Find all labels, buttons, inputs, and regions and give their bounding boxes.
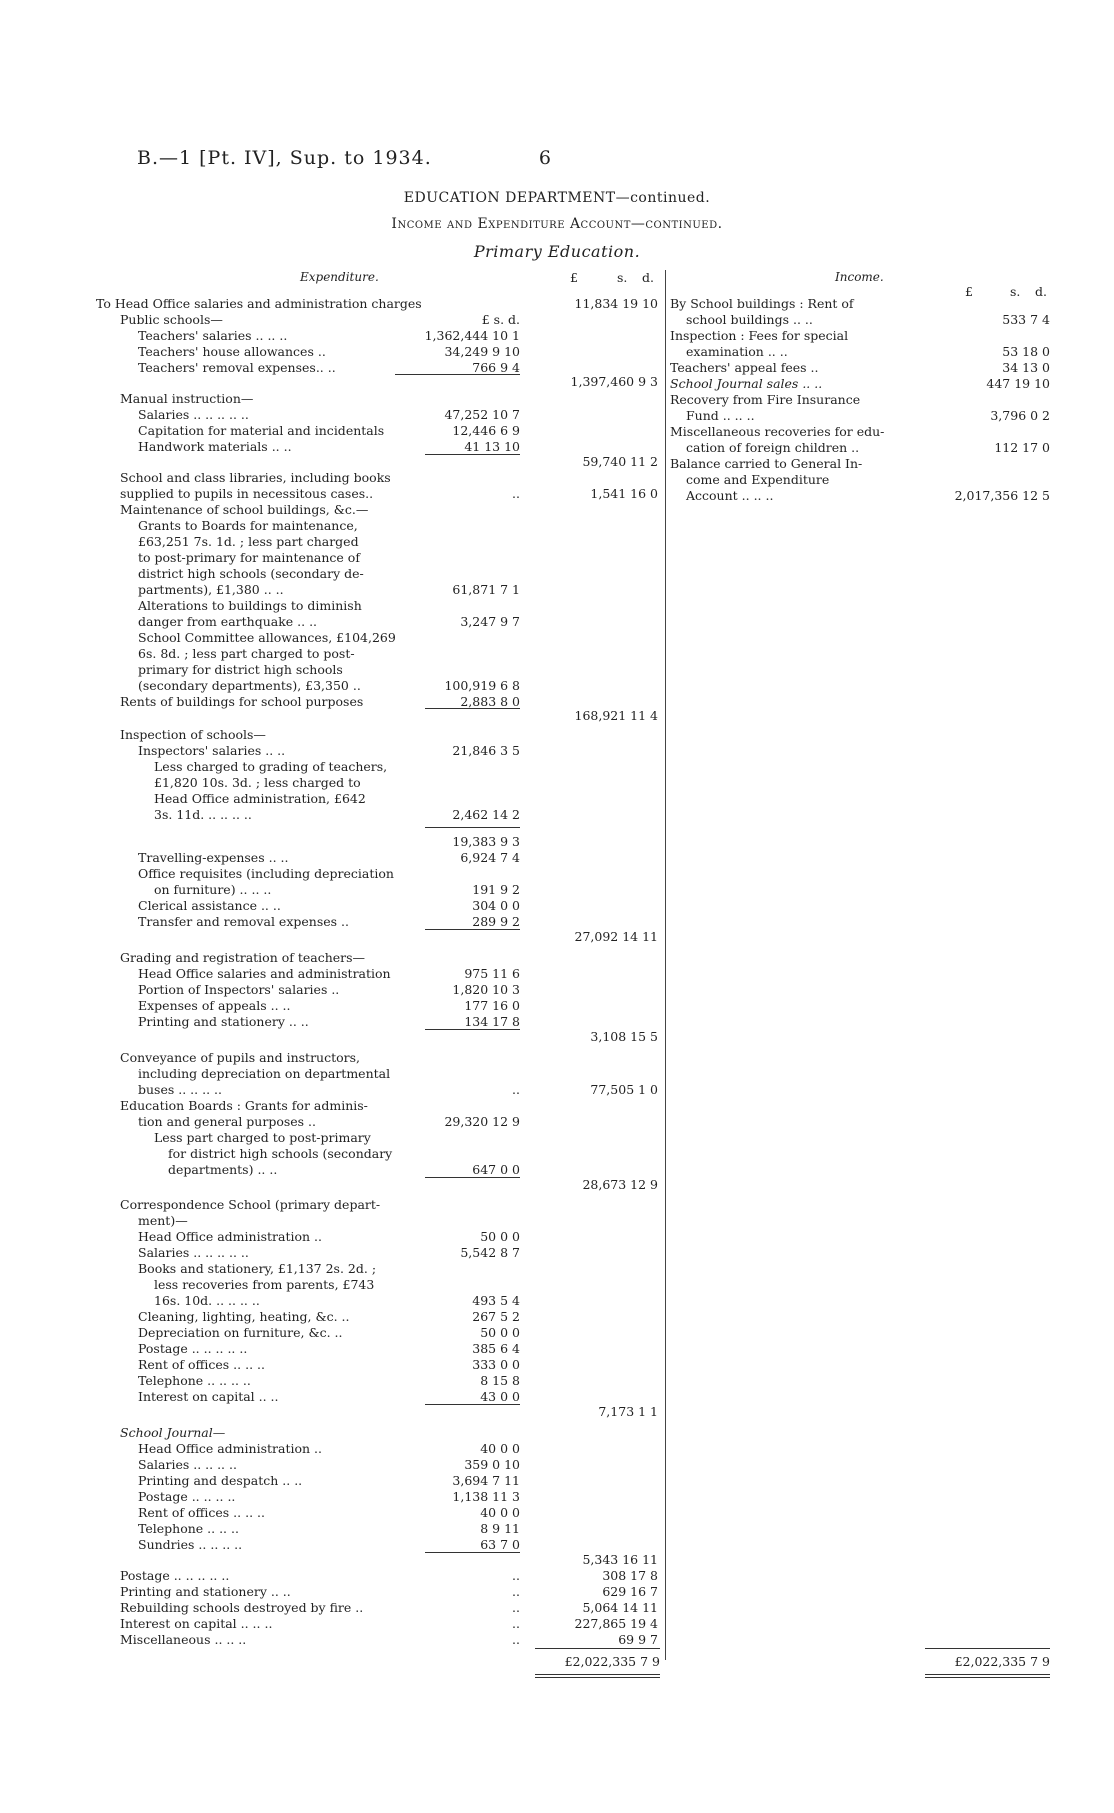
expenditure-item-label: Printing and stationery .. .. xyxy=(120,1584,291,1599)
subtotal-rule xyxy=(425,929,520,930)
expenditure-item-amount: 6,924 7 4 xyxy=(460,850,520,865)
expenditure-item-amount: .. xyxy=(512,1600,520,1615)
total-rule-bottom xyxy=(925,1677,1050,1678)
income-col-shillings: s. xyxy=(1010,284,1021,299)
expenditure-item-label: Teachers' salaries .. .. .. xyxy=(138,328,288,343)
expenditure-item-amount: 177 16 0 xyxy=(464,998,520,1013)
expenditure-item-amount: 191 9 2 xyxy=(472,882,520,897)
expenditure-item-label: Teachers' house allowances .. xyxy=(138,344,326,359)
subtotal-rule xyxy=(425,454,520,455)
subtotal-rule xyxy=(425,1029,520,1030)
income-item-amount: 2,017,356 12 5 xyxy=(954,488,1050,503)
expenditure-item-amount: .. xyxy=(512,1584,520,1599)
expenditure-item-amount: 12,446 6 9 xyxy=(452,423,520,438)
expenditure-item-label: School Committee allowances, £104,269 xyxy=(138,630,396,645)
expenditure-item-label: Depreciation on furniture, &c. .. xyxy=(138,1325,343,1340)
expenditure-item-amount: 40 0 0 xyxy=(480,1441,520,1456)
expenditure-item-label: Telephone .. .. .. .. xyxy=(138,1373,251,1388)
expenditure-item-label: Teachers' removal expenses.. .. xyxy=(138,360,336,375)
expenditure-item-amount: 61,871 7 1 xyxy=(452,582,520,597)
expenditure-item-amount: 40 0 0 xyxy=(480,1505,520,1520)
expenditure-item-label: Conveyance of pupils and instructors, xyxy=(120,1050,361,1065)
expenditure-subtotal-amount: 69 9 7 xyxy=(618,1632,658,1647)
expenditure-item-label: Manual instruction— xyxy=(120,391,254,406)
expenditure-item-label: Telephone .. .. .. xyxy=(138,1521,239,1536)
expenditure-subtotal-amount: 1,541 16 0 xyxy=(590,486,658,501)
income-item-label: Teachers' appeal fees .. xyxy=(670,360,819,375)
page-header xyxy=(137,147,552,169)
total-rule-bottom xyxy=(535,1677,660,1678)
expenditure-item-label: Postage .. .. .. .. .. xyxy=(138,1341,248,1356)
expenditure-item-label: 3s. 11d. .. .. .. .. xyxy=(154,807,252,822)
expenditure-subtotal-amount: 59,740 11 2 xyxy=(582,454,658,469)
income-item-label: Miscellaneous recoveries for edu- xyxy=(670,424,885,439)
expenditure-item-amount: 333 0 0 xyxy=(472,1357,520,1372)
expenditure-item-label: Salaries .. .. .. .. .. xyxy=(138,1245,249,1260)
expenditure-subtotal-amount: 227,865 19 4 xyxy=(574,1616,658,1631)
expenditure-item-label: including depreciation on departmental xyxy=(138,1066,391,1081)
income-item-label: Fund .. .. .. xyxy=(686,408,755,423)
expenditure-item-label: Education Boards : Grants for adminis- xyxy=(120,1098,368,1113)
expenditure-item-label: Interest on capital .. .. xyxy=(138,1389,279,1404)
expenditure-item-label: partments), £1,380 .. .. xyxy=(138,582,284,597)
income-item-label: Account .. .. .. xyxy=(686,488,774,503)
expenditure-item-amount: .. xyxy=(512,486,520,501)
expenditure-item-amount: 385 6 4 xyxy=(472,1341,520,1356)
expenditure-item-amount: 100,919 6 8 xyxy=(444,678,520,693)
expenditure-item-amount: 5,542 8 7 xyxy=(460,1245,520,1260)
expenditure-item-label: departments) .. .. xyxy=(168,1162,278,1177)
expenditure-subtotal-amount: 11,834 19 10 xyxy=(574,296,658,311)
page-number: 6 xyxy=(538,147,552,169)
expenditure-item-label: Alterations to buildings to diminish xyxy=(138,598,362,613)
expenditure-item-label: Rebuilding schools destroyed by fire .. xyxy=(120,1600,364,1615)
income-col-pence: d. xyxy=(1035,284,1047,299)
expenditure-item-amount: 3,694 7 11 xyxy=(452,1473,520,1488)
expenditure-item-amount: 359 0 10 xyxy=(464,1457,520,1472)
expenditure-item-label: Head Office administration, £642 xyxy=(154,791,366,806)
expenditure-item-label: School and class libraries, including books xyxy=(120,470,391,485)
expenditure-subtotal-amount: 168,921 11 4 xyxy=(574,708,658,723)
expenditure-item-label: Head Office administration .. xyxy=(138,1441,322,1456)
expenditure-item-label: School Journal— xyxy=(120,1425,226,1440)
expenditure-item-amount: .. xyxy=(512,1082,520,1097)
income-item-amount: 112 17 0 xyxy=(994,440,1050,455)
expenditure-item-label: (secondary departments), £3,350 .. xyxy=(138,678,361,693)
expenditure-item-label: Cleaning, lighting, heating, &c. .. xyxy=(138,1309,350,1324)
expenditure-subtotal-amount: 27,092 14 11 xyxy=(574,929,658,944)
income-item-label: cation of foreign children .. xyxy=(686,440,860,455)
expenditure-subtotal-amount: 629 16 7 xyxy=(602,1584,658,1599)
expenditure-item-label: Postage .. .. .. .. .. xyxy=(120,1568,230,1583)
expenditure-subtotal-amount: 1,397,460 9 3 xyxy=(570,374,658,389)
income-item-amount: 533 7 4 xyxy=(1002,312,1050,327)
income-item-amount: 447 19 10 xyxy=(986,376,1050,391)
expenditure-item-label: Office requisites (including depreciation xyxy=(138,866,394,881)
expenditure-item-label: to post-primary for maintenance of xyxy=(138,550,360,565)
expenditure-item-amount: 34,249 9 10 xyxy=(444,344,520,359)
expenditure-item-amount: 63 7 0 xyxy=(480,1537,520,1552)
expenditure-item-amount: 975 11 6 xyxy=(464,966,520,981)
expenditure-item-label: Rent of offices .. .. .. xyxy=(138,1505,265,1520)
expenditure-item-label: Printing and stationery .. .. xyxy=(138,1014,309,1029)
expenditure-item-label: Grants to Boards for maintenance, xyxy=(138,518,358,533)
expenditure-item-amount: 134 17 8 xyxy=(464,1014,520,1029)
expenditure-item-label: tion and general purposes .. xyxy=(138,1114,316,1129)
expenditure-item-label: Salaries .. .. .. .. xyxy=(138,1457,237,1472)
total-rule-top xyxy=(535,1648,660,1649)
expenditure-item-label: Head Office administration .. xyxy=(138,1229,322,1244)
expenditure-item-amount: .. xyxy=(512,1616,520,1631)
expenditure-item-label: Inspectors' salaries .. .. xyxy=(138,743,286,758)
report-reference: B.—1 [Pt. IV], Sup. to 1934. xyxy=(137,147,432,169)
expenditure-total: £2,022,335 7 9 xyxy=(564,1654,660,1669)
expenditure-item-label: Expenses of appeals .. .. xyxy=(138,998,291,1013)
expenditure-item-amount: 304 0 0 xyxy=(472,898,520,913)
income-total: £2,022,335 7 9 xyxy=(954,1654,1050,1669)
income-item-label: examination .. .. xyxy=(686,344,788,359)
expenditure-item-amount: 8 15 8 xyxy=(480,1373,520,1388)
expenditure-col-pounds: £ xyxy=(570,270,578,285)
expenditure-subtotal-amount: 308 17 8 xyxy=(602,1568,658,1583)
expenditure-subtotal-amount: 3,108 15 5 xyxy=(590,1029,658,1044)
expenditure-item-amount: 1,362,444 10 1 xyxy=(424,328,520,343)
income-item-label: school buildings .. .. xyxy=(686,312,813,327)
expenditure-item-amount: 21,846 3 5 xyxy=(452,743,520,758)
expenditure-item-label: Inspection of schools— xyxy=(120,727,266,742)
expenditure-item-label: Public schools— xyxy=(120,312,223,327)
expenditure-item-label: supplied to pupils in necessitous cases.. xyxy=(120,486,374,501)
expenditure-item-amount: 2,883 8 0 xyxy=(460,694,520,709)
income-heading: Income. xyxy=(835,270,884,284)
expenditure-item-label: Rents of buildings for school purposes xyxy=(120,694,364,709)
section-title: Primary Education. xyxy=(473,242,641,261)
subtotal-rule xyxy=(425,827,520,828)
expenditure-item-label: Interest on capital .. .. .. xyxy=(120,1616,273,1631)
expenditure-item-amount: 493 5 4 xyxy=(472,1293,520,1308)
expenditure-item-amount: .. xyxy=(512,1568,520,1583)
expenditure-item-label: Sundries .. .. .. .. xyxy=(138,1537,243,1552)
column-separator xyxy=(665,270,666,1660)
expenditure-item-label: Books and stationery, £1,137 2s. 2d. ; xyxy=(138,1261,377,1276)
expenditure-item-label: district high schools (secondary de- xyxy=(138,566,364,581)
expenditure-item-amount: 2,462 14 2 xyxy=(452,807,520,822)
expenditure-item-label: 6s. 8d. ; less part charged to post- xyxy=(138,646,355,661)
income-item-label: Recovery from Fire Insurance xyxy=(670,392,861,407)
subtotal-rule xyxy=(395,374,520,375)
expenditure-item-label: ment)— xyxy=(138,1213,188,1228)
total-rule-top xyxy=(925,1648,1050,1649)
expenditure-item-label: Clerical assistance .. .. xyxy=(138,898,281,913)
expenditure-subtotal-amount: 7,173 1 1 xyxy=(598,1404,658,1419)
income-item-label: come and Expenditure xyxy=(686,472,830,487)
expenditure-item-label: Handwork materials .. .. xyxy=(138,439,292,454)
expenditure-item-label: Capitation for material and incidentals xyxy=(138,423,385,438)
subtotal-rule xyxy=(425,1177,520,1178)
total-rule-bottom xyxy=(925,1674,1050,1675)
expenditure-item-amount: 1,138 11 3 xyxy=(452,1489,520,1504)
expenditure-subtotal-amount: 5,064 14 11 xyxy=(582,1600,658,1615)
expenditure-item-amount: 267 5 2 xyxy=(472,1309,520,1324)
expenditure-item-label: Less charged to grading of teachers, xyxy=(154,759,388,774)
expenditure-item-label: Transfer and removal expenses .. xyxy=(138,914,349,929)
subtotal-rule xyxy=(425,708,520,709)
expenditure-item-amount: £ s. d. xyxy=(481,312,520,327)
expenditure-item-label: 16s. 10d. .. .. .. .. xyxy=(154,1293,260,1308)
subtotal-rule xyxy=(425,1404,520,1405)
expenditure-item-label: less recoveries from parents, £743 xyxy=(154,1277,375,1292)
expenditure-item-amount: 43 0 0 xyxy=(480,1389,520,1404)
expenditure-item-label: danger from earthquake .. .. xyxy=(138,614,318,629)
expenditure-col-shillings: s. xyxy=(617,270,628,285)
income-item-amount: 34 13 0 xyxy=(1002,360,1050,375)
income-item-amount: 3,796 0 2 xyxy=(990,408,1050,423)
income-item-label: School Journal sales .. .. xyxy=(670,376,823,391)
expenditure-item-amount: 50 0 0 xyxy=(480,1229,520,1244)
expenditure-item-amount: 289 9 2 xyxy=(472,914,520,929)
expenditure-item-label: Less part charged to post-primary xyxy=(154,1130,371,1145)
expenditure-item-label: £1,820 10s. 3d. ; less charged to xyxy=(154,775,361,790)
expenditure-item-label: Travelling-expenses .. .. xyxy=(138,850,289,865)
expenditure-item-label: Postage .. .. .. .. xyxy=(138,1489,236,1504)
expenditure-item-label: Head Office salaries and administration xyxy=(138,966,391,981)
expenditure-item-amount: 3,247 9 7 xyxy=(460,614,520,629)
expenditure-item-label: Printing and despatch .. .. xyxy=(138,1473,303,1488)
total-rule-bottom xyxy=(535,1674,660,1675)
income-item-label: By School buildings : Rent of xyxy=(670,296,854,311)
expenditure-item-label: Salaries .. .. .. .. .. xyxy=(138,407,249,422)
expenditure-item-label: on furniture) .. .. .. xyxy=(154,882,272,897)
expenditure-item-label: Miscellaneous .. .. .. xyxy=(120,1632,247,1647)
expenditure-item-amount: 50 0 0 xyxy=(480,1325,520,1340)
expenditure-item-amount: 8 9 11 xyxy=(480,1521,520,1536)
expenditure-item-amount: 41 13 10 xyxy=(464,439,520,454)
expenditure-item-amount: 647 0 0 xyxy=(472,1162,520,1177)
expenditure-heading: Expenditure. xyxy=(300,270,379,284)
income-item-label: Balance carried to General In- xyxy=(670,456,863,471)
income-item-label: Inspection : Fees for special xyxy=(670,328,849,343)
department-title: EDUCATION DEPARTMENT—continued. xyxy=(403,190,711,206)
expenditure-item-label: To Head Office salaries and administration charges xyxy=(96,296,422,311)
expenditure-item-amount: 19,383 9 3 xyxy=(452,834,520,849)
expenditure-item-amount: 29,320 12 9 xyxy=(444,1114,520,1129)
expenditure-item-amount: 1,820 10 3 xyxy=(452,982,520,997)
expenditure-item-label: Correspondence School (primary depart- xyxy=(120,1197,381,1212)
expenditure-item-label: Maintenance of school buildings, &c.— xyxy=(120,502,369,517)
expenditure-subtotal-amount: 5,343 16 11 xyxy=(582,1552,658,1567)
expenditure-item-amount: 766 9 4 xyxy=(472,360,520,375)
expenditure-subtotal-amount: 28,673 12 9 xyxy=(582,1177,658,1192)
expenditure-item-label: Rent of offices .. .. .. xyxy=(138,1357,265,1372)
expenditure-item-label: for district high schools (secondary xyxy=(168,1146,393,1161)
expenditure-item-amount: .. xyxy=(512,1632,520,1647)
expenditure-subtotal-amount: 77,505 1 0 xyxy=(590,1082,658,1097)
income-item-amount: 53 18 0 xyxy=(1002,344,1050,359)
expenditure-item-label: primary for district high schools xyxy=(138,662,343,677)
expenditure-col-pence: d. xyxy=(642,270,654,285)
subtotal-rule xyxy=(425,1552,520,1553)
expenditure-item-amount: 47,252 10 7 xyxy=(444,407,520,422)
expenditure-item-label: £63,251 7s. 1d. ; less part charged xyxy=(138,534,359,549)
expenditure-item-label: buses .. .. .. .. xyxy=(138,1082,222,1097)
account-title: Income and Expenditure Account—continued. xyxy=(391,216,723,232)
expenditure-item-label: Grading and registration of teachers— xyxy=(120,950,366,965)
expenditure-item-label: Portion of Inspectors' salaries .. xyxy=(138,982,340,997)
income-col-pounds: £ xyxy=(965,284,973,299)
